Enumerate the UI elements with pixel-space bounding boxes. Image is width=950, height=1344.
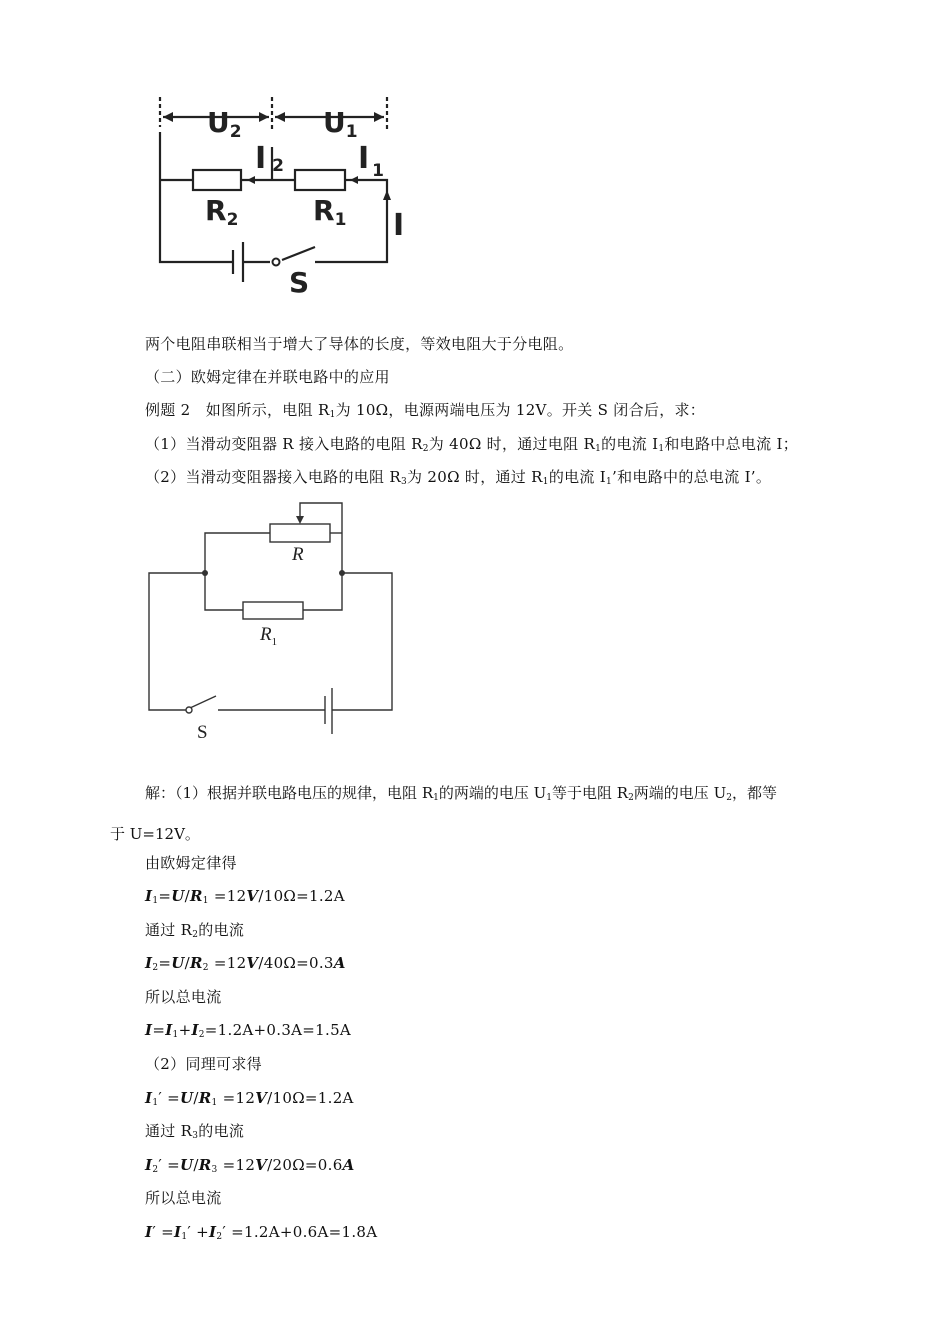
svg-text:R2 [205, 194, 238, 230]
label-i: I [393, 208, 405, 243]
label-r2-sub: 2 [226, 210, 239, 230]
svg-text:U2 [207, 106, 242, 142]
label-r: R [292, 544, 304, 565]
example-statement: 例题 2 如图所示，电阻 $R_1$为 10Ω，电源两端电压为 12V。开关 S 闭合后，求： [145, 401, 706, 420]
svg-text:I1 [358, 141, 384, 181]
step-current-r2: 通过 $R_2$的电流 [145, 921, 245, 940]
label-u1-sub: 1 [345, 122, 358, 142]
parallel-circuit-figure [140, 498, 410, 748]
step-current-r3: 通过 $R_3$的电流 [145, 1122, 245, 1141]
equation-1: $I_1=U/R_1 =12V/10\Omega=1.2A$ [145, 887, 345, 906]
label-s: S [197, 722, 208, 743]
step-total-current: 所以总电流 [145, 988, 222, 1006]
label-s: S [289, 266, 310, 299]
label-u2: U [207, 106, 230, 139]
label-i1: I [358, 141, 370, 176]
label-u1: U [323, 106, 346, 139]
svg-text:U1 [323, 106, 358, 142]
step-part-2: （2）同理可求得 [145, 1055, 262, 1073]
label-i1-sub: 1 [372, 161, 385, 181]
equation-3: $I=I_1+I_2=1.2A+0.3A=1.5A$ [145, 1021, 352, 1040]
equation-5: $I_2' =U/R_3 =12V/20\Omega=0.6A$ [145, 1156, 355, 1175]
series-circuit-figure [145, 92, 410, 307]
label-r1: R [260, 624, 272, 645]
step-total-current-2: 所以总电流 [145, 1189, 222, 1207]
svg-text:I2 [255, 141, 284, 176]
equation-2: $I_2=U/R_2 =12V/40\Omega=0.3A$ [145, 954, 346, 973]
label-r1-sub: 1 [334, 210, 347, 230]
question-1: （1）当滑动变阻器 R 接入电路的电阻 $R_2$为 40Ω 时，通过电阻 $R_1$的电流 $I_1$和电路中总电流 I； [145, 435, 799, 454]
label-r2: R [205, 194, 227, 227]
equation-6: $I' =I_1' +I_2' =1.2A+0.6A=1.8A$ [145, 1223, 378, 1242]
equation-4: $I_1' =U/R_1 =12V/10\Omega=1.2A$ [145, 1089, 354, 1108]
label-i2: I [255, 141, 267, 176]
question-2: （2）当滑动变阻器接入电路的电阻 $R_3$为 20Ω 时，通过 $R_1$的电流 $I_1$’和电路中的总电流 I’。 [145, 468, 772, 487]
step-ohms-law: 由欧姆定律得 [145, 854, 237, 872]
solution-intro: 解：（1）根据并联电路电压的规律，电阻 $R_1$的两端的电压 $U_1$等于电阻 $R_2$两端的电压 $U_2$，都等 于 U=12V。 [110, 784, 777, 843]
label-r1: R [313, 194, 335, 227]
svg-text:R1 [313, 194, 346, 230]
label-r1-sub: 1 [271, 636, 278, 648]
svg-text:R1 [259, 624, 277, 648]
section-heading: （二）欧姆定律在并联电路中的应用 [145, 368, 390, 386]
label-i2-sub: 2 [272, 156, 285, 176]
series-conclusion: 两个电阻串联相当于增大了导体的长度，等效电阻大于分电阻。 [145, 335, 574, 353]
label-u2-sub: 2 [229, 122, 242, 142]
